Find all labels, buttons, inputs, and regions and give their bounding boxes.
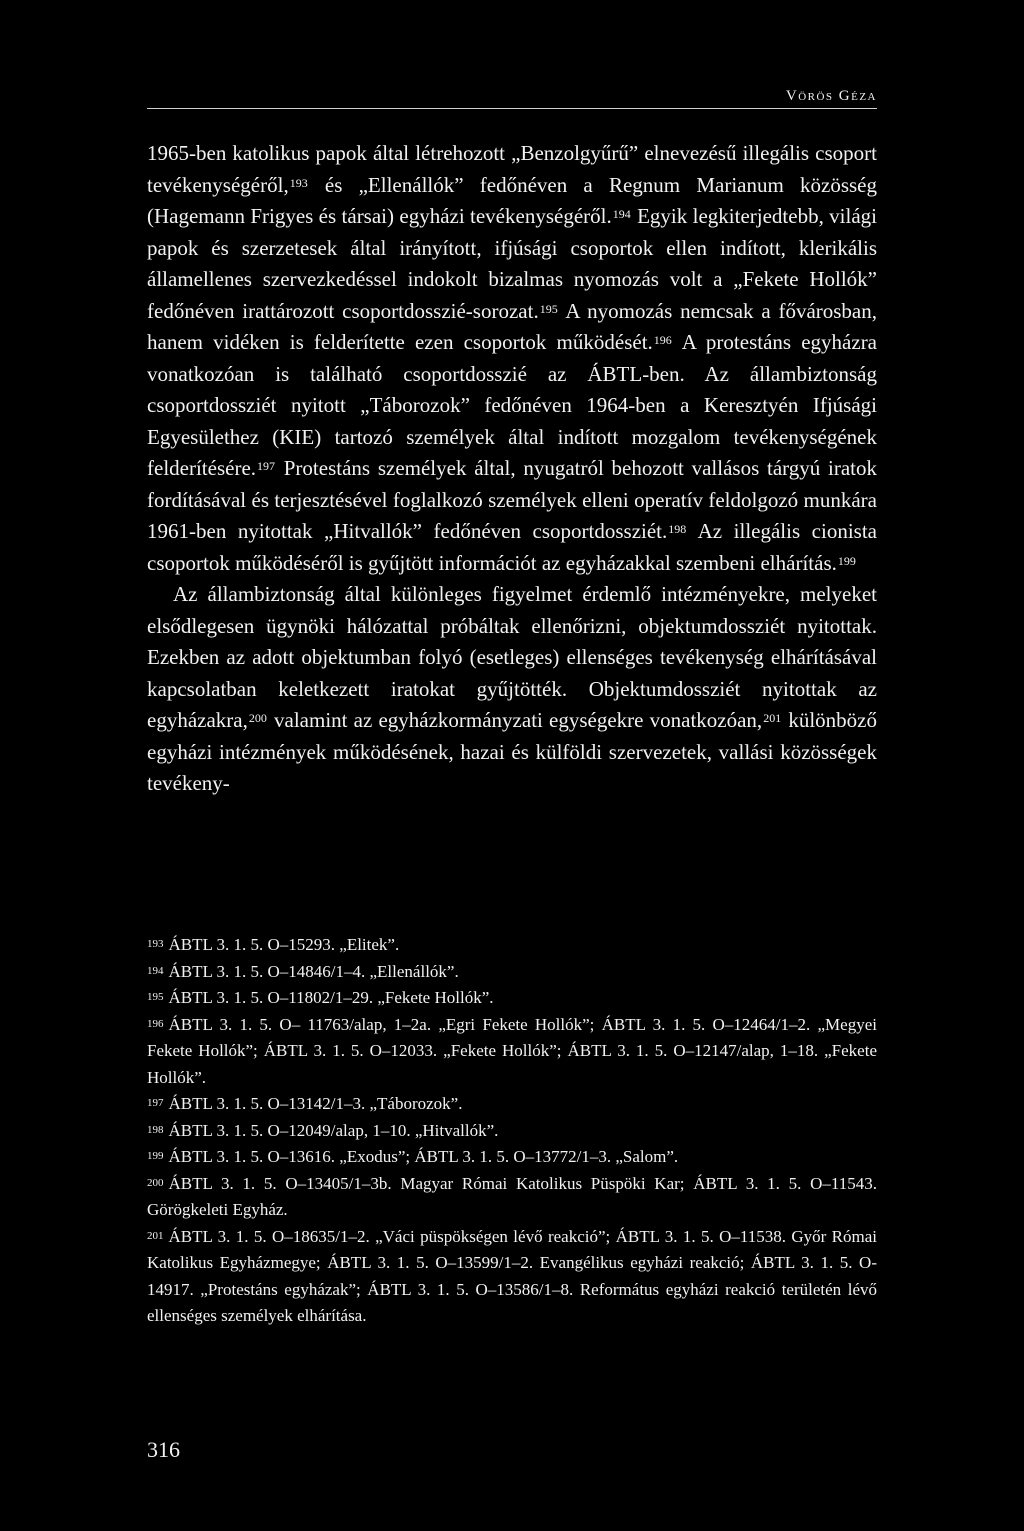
footnote-text: ÁBTL 3. 1. 5. O–13616. „Exodus”; ÁBTL 3. 1. 5. O–13772/1–3. „Salom”. <box>168 1147 679 1166</box>
text-segment: Protestáns személyek által, nyugatról behozott vallásos tárgyú iratok fordításával és terjesztésével foglalkozó személyek elleni operatív feldolgozó munkára 1961-ben nyitottak „Hitvallók” fedőnéven csoportdossziét. <box>147 456 877 543</box>
text-segment: Az állambiztonság által különleges figyelmet érdemlő intézményekre, melyeket elsődlegesen ügynöki hálózattal próbáltak ellenőrizni, objektumdossziét nyitottak. Ezekben az adott objektumban folyó (esetleges) ellenséges tevékenység elhárításával kapcsolatban keletkezett iratokat gyűjtötték. Objektumdossziét nyitottak az egyházakra, <box>147 582 877 732</box>
footnote <box>147 985 877 1012</box>
paragraph-1 <box>147 138 877 579</box>
footnote-ref-195: 195 <box>539 301 558 316</box>
footnote-number: 196 <box>147 1017 164 1030</box>
footnote-ref-201: 201 <box>763 711 782 725</box>
footnote-ref-197: 197 <box>257 459 276 473</box>
footnote-number: 193 <box>147 938 164 950</box>
text-segment: különböző egyházi intézmények működésének, hazai és külföldi szervezetek, vallási közösségek tevékeny- <box>147 708 877 795</box>
footnote-text: ÁBTL 3. 1. 5. O–11802/1–29. „Fekete Hollók”. <box>168 988 494 1007</box>
text-segment: 1965-ben katolikus papok által létrehozott „Benzolgyűrű” elnevezésű illegális csoport tevékenységéről, <box>147 141 877 197</box>
footnote-text: ÁBTL 3. 1. 5. O–13142/1–3. „Táborozok”. <box>168 1094 463 1113</box>
text-segment: valamint az egyházkormányzati egységekre vonatkozóan, <box>267 708 763 732</box>
footnote <box>147 959 877 986</box>
footnote-text: ÁBTL 3. 1. 5. O–12049/alap, 1–10. „Hitvallók”. <box>168 1120 499 1140</box>
page-number: 316 <box>147 1437 180 1462</box>
text-segment: Egyik legkiterjedtebb, világi papok és szerzetesek által irányított, ifjúsági csoportok ellen indított, klerikális államellenes szervezkedéssel indokolt bizalmas nyomozás volt a „Fekete Hollók” fedőnéven irattározott csoportdosszié-sorozat. <box>147 204 878 323</box>
footnote-ref-196: 196 <box>653 333 672 347</box>
footnote-number: 198 <box>147 1123 164 1136</box>
footnote-number: 200 <box>147 1176 164 1189</box>
footnote-number: 201 <box>147 1229 164 1242</box>
footnote <box>147 1144 877 1171</box>
footnote-ref-194: 194 <box>612 207 631 221</box>
paragraph-2 <box>147 579 877 800</box>
text-segment: Az illegális cionista csoportok működéséről is gyűjtött információt az egyházakkal szembeni elhárítás. <box>147 519 877 575</box>
footnote-ref-199: 199 <box>837 553 856 568</box>
footnote <box>147 1012 877 1092</box>
footnote-text: ÁBTL 3. 1. 5. O–15293. „Elitek”. <box>168 935 400 954</box>
footnote-ref-193: 193 <box>289 175 308 190</box>
footnote-ref-200: 200 <box>248 711 267 725</box>
footnote-ref-198: 198 <box>668 522 687 536</box>
text-segment: és „Ellenállók” fedőnéven a Regnum Marianum közösség (Hagemann Frigyes és társai) egyházi tevékenységéről. <box>147 172 877 228</box>
footnote-text: ÁBTL 3. 1. 5. O– 11763/alap, 1–2a. „Egri Fekete Hollók”; ÁBTL 3. 1. 5. O–12464/1–2. „Megyei Fekete Hollók”; ÁBTL 3. 1. 5. O–12033. „Fekete Hollók”; ÁBTL 3. 1. 5. O–12147/alap, 1–18. „Fekete Hollók”. <box>147 1014 877 1087</box>
footnote <box>147 1118 877 1145</box>
footnote-number: 197 <box>147 1097 164 1109</box>
body-text <box>147 138 877 800</box>
footnote-text: ÁBTL 3. 1. 5. O–13405/1–3b. Magyar Római Katolikus Püspöki Kar; ÁBTL 3. 1. 5. O–11543. Görögkeleti Egyház. <box>147 1173 877 1219</box>
footnotes <box>147 932 877 1330</box>
footnote <box>147 1224 877 1330</box>
footnote <box>147 932 877 959</box>
footnote-number: 194 <box>147 964 164 977</box>
footnote <box>147 1091 877 1118</box>
footnote-number: 199 <box>147 1150 164 1162</box>
text-segment: A protestáns egyházra vonatkozóan is található csoportdosszié az ÁBTL-ben. Az állambiztonság csoportdossziét nyitott „Táborozok” fedőnéven 1964-ben a Keresztyén Ifjúsági Egyesülethez (KIE) tartozó személyek által indított mozgalom tevékenységének felderítésére. <box>147 330 878 480</box>
footnote-text: ÁBTL 3. 1. 5. O–18635/1–2. „Váci püspökségen lévő reakció”; ÁBTL 3. 1. 5. O–11538. Győr Római Katolikus Egyházmegye; ÁBTL 3. 1. 5. O–13599/1–2. Evangélikus egyházi reakció; ÁBTL 3. 1. 5. O-14917. „Protestáns egyházak”; ÁBTL 3. 1. 5. O–13586/1–8. Református egyházi reakció területén lévő ellenséges személyek elhárítása. <box>147 1226 877 1325</box>
text-segment: A nyomozás nemcsak a fővárosban, hanem vidéken is felderítette ezen csoportok működését. <box>147 298 878 354</box>
footnote <box>147 1171 877 1224</box>
running-head: Vörös Géza <box>147 88 877 109</box>
footnote-number: 195 <box>147 991 164 1003</box>
footnote-text: ÁBTL 3. 1. 5. O–14846/1–4. „Ellenállók”. <box>168 961 459 981</box>
